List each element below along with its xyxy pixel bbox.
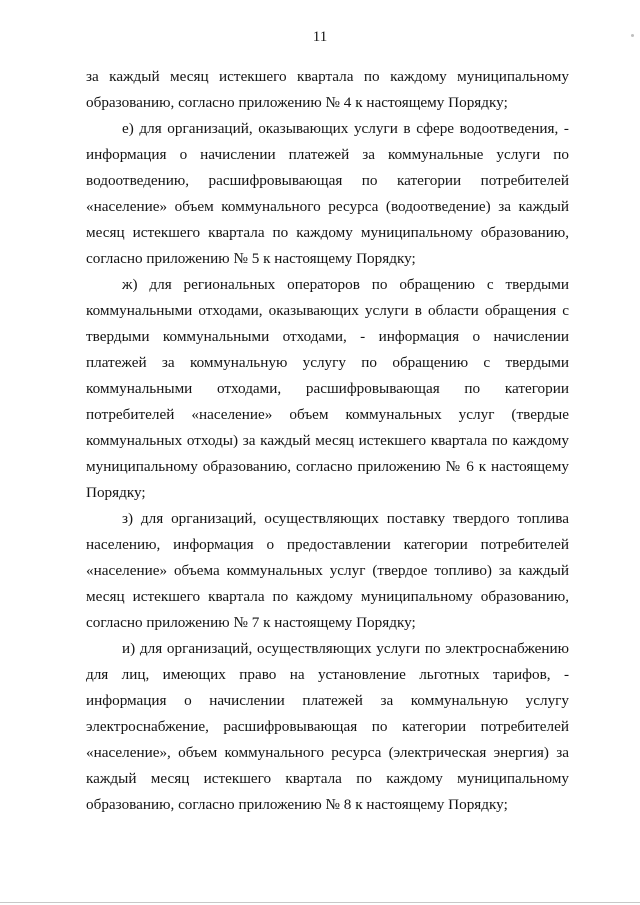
document-body [86, 64, 569, 818]
scan-artifact [631, 34, 634, 37]
paragraph-item-i: и) для организаций, осуществляющих услуги по электроснабжению для лиц, имеющих право на установление льготных тарифов, - информация о начислении платежей за коммунальную услугу электроснабжение, расшифровывающая по категории потребителей «население», объем коммунального ресурса (электрическая энергия) за каждый месяц истекшего квартала по каждому муниципальному образованию, согласно приложению № 8 к настоящему Порядку; [86, 640, 569, 813]
paragraph-item-zh: ж) для региональных операторов по обращению с твердыми коммунальными отходами, оказывающих услуги в области обращения с твердыми коммунальными отходами, - информация о начислении платежей за коммунальную услугу по обращению с твердыми коммунальными отходами, расшифровывающая по категории потребителей «население» объем коммунальных услуг (твердые коммунальных отходы) за каждый месяц истекшего квартала по каждому муниципальному образованию, согласно приложению № 6 к настоящему Порядку; [86, 276, 569, 501]
paragraph-continuation: за каждый месяц истекшего квартала по каждому муниципальному образованию, согласно приложению № 4 к настоящему Порядку; [86, 68, 569, 111]
page-number: 11 [312, 29, 328, 45]
paragraph-item-e: е) для организаций, оказывающих услуги в сфере водоотведения, - информация о начислении платежей за коммунальные услуги по водоотведению, расшифровывающая по категории потребителей «население» объем коммунального ресурса (водоотведение) за каждый месяц истекшего квартала по каждому муниципальному образованию, согласно приложению № 5 к настоящему Порядку; [86, 120, 569, 267]
paragraph-item-z: з) для организаций, осуществляющих поставку твердого топлива населению, информация о предоставлении категории потребителей «население» объема коммунальных услуг (твердое топливо) за каждый месяц истекшего квартала по каждому муниципальному образованию, согласно приложению № 7 к настоящему Порядку; [86, 510, 569, 631]
page-bottom-edge [0, 902, 640, 903]
